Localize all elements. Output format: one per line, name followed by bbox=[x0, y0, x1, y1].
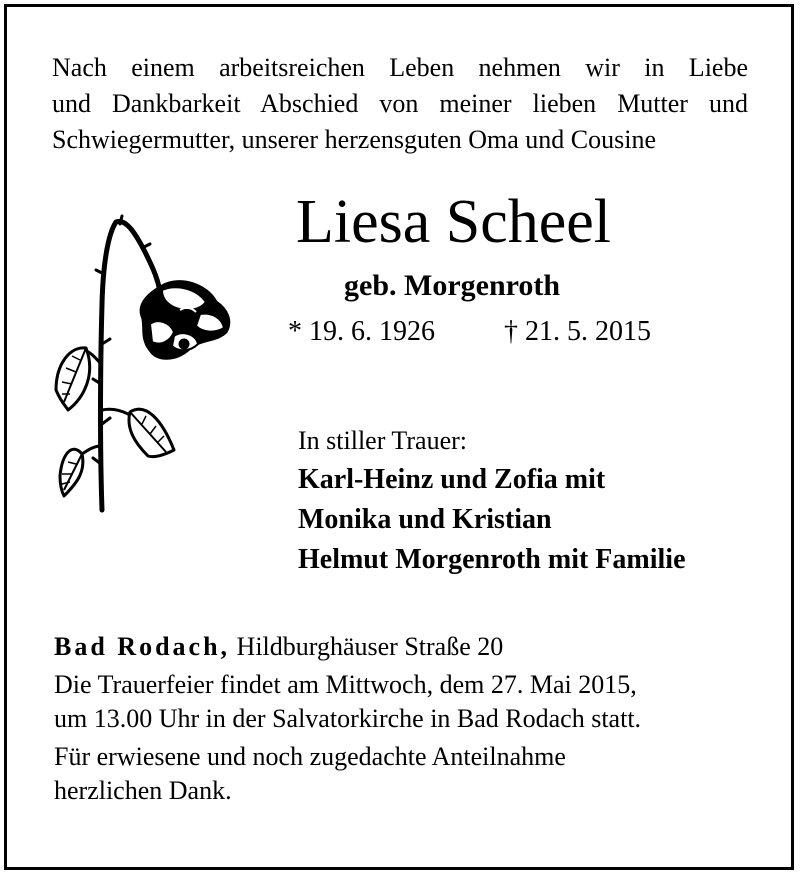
mourner-line: Karl-Heinz und Zofia mit bbox=[298, 464, 606, 495]
thanks-line: Für erwiesene und noch zugedachte Anteilnahme bbox=[54, 742, 566, 771]
city-name: Bad Rodach, bbox=[54, 632, 231, 661]
footer-text bbox=[54, 630, 754, 808]
intro-text bbox=[52, 50, 748, 158]
thanks-line: herzlichen Dank. bbox=[54, 776, 232, 805]
funeral-line: Die Trauerfeier findet am Mittwoch, dem 27. Mai 2015, bbox=[54, 670, 637, 699]
intro-line: Nach einem arbeitsreichen Leben nehmen wir in Liebe bbox=[52, 53, 748, 82]
mourner-line: Helmut Morgenroth mit Familie bbox=[298, 544, 686, 575]
mourning-label: In stiller Trauer: bbox=[298, 426, 467, 455]
intro-line: Schwiegermutter, unserer herzensguten Oma und Cousine bbox=[52, 125, 657, 154]
funeral-line: um 13.00 Uhr in der Salvatorkirche in Bad Rodach statt. bbox=[54, 704, 642, 733]
mourner-line: Monika und Kristian bbox=[298, 504, 552, 535]
intro-line: und Dankbarkeit Abschied von meiner lieben Mutter und bbox=[52, 89, 748, 118]
life-dates bbox=[288, 313, 651, 351]
street-address: Hildburghäuser Straße 20 bbox=[236, 632, 504, 661]
rose-icon bbox=[50, 214, 234, 514]
death-date: † 21. 5. 2015 bbox=[504, 316, 651, 347]
deceased-name: Liesa Scheel bbox=[296, 188, 612, 256]
maiden-name: geb. Morgenroth bbox=[344, 269, 561, 302]
address-line bbox=[54, 630, 754, 664]
birth-date: * 19. 6. 1926 bbox=[288, 316, 435, 347]
mourner-list bbox=[298, 460, 686, 580]
